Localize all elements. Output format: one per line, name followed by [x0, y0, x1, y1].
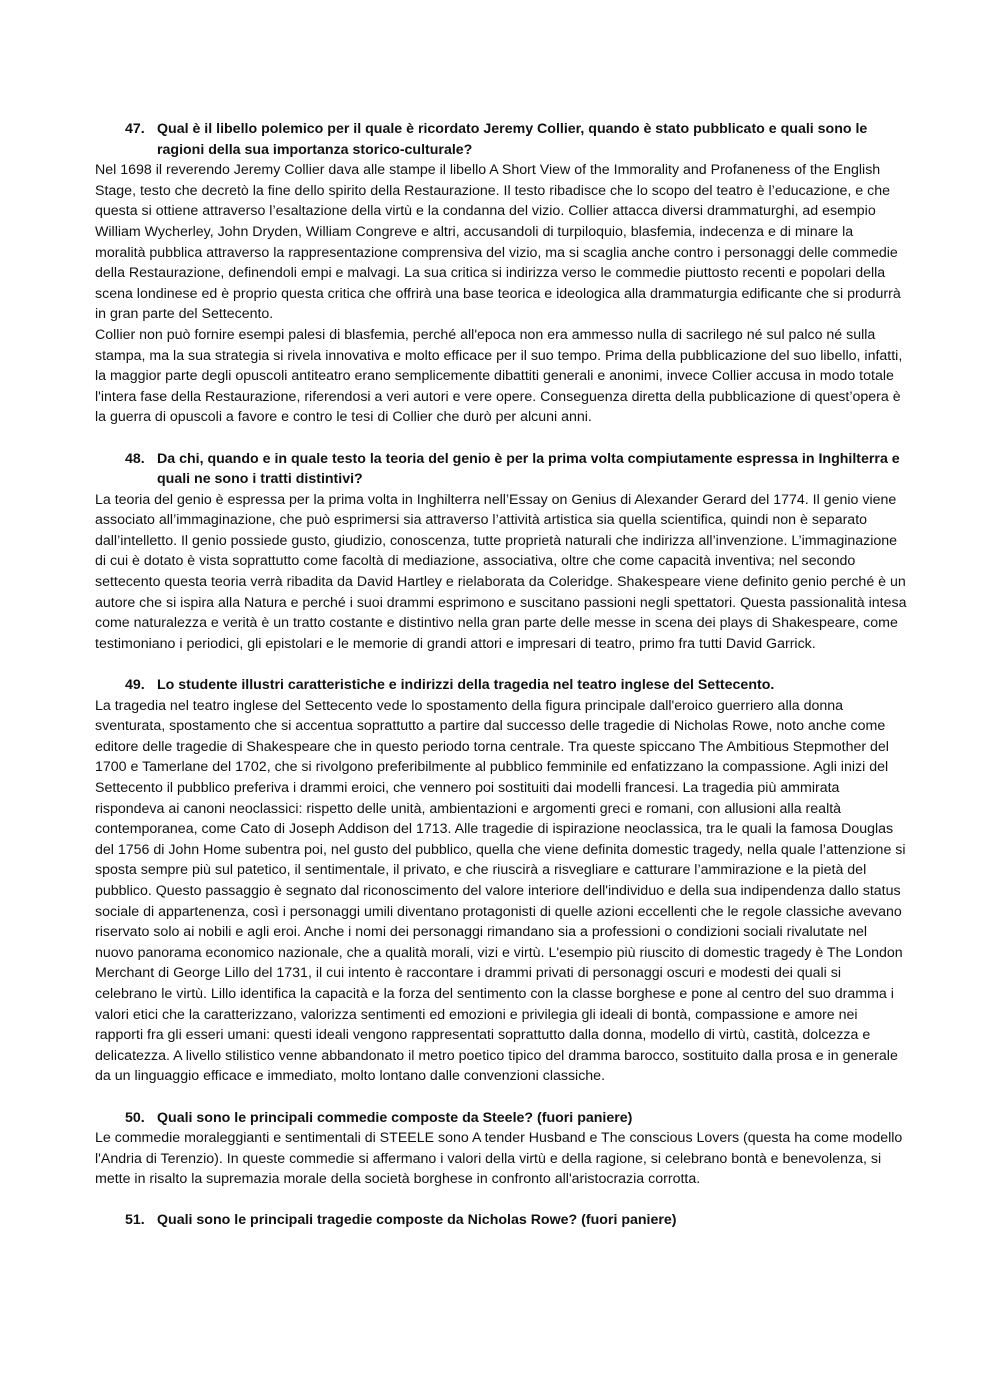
question-heading — [125, 675, 907, 696]
section-47 — [95, 119, 907, 428]
answer-paragraph: Nel 1698 il reverendo Jeremy Collier dava alle stampe il libello A Short View of the Immorality and Profaneness of the English Stage, testo che decretò la fine dello spirito della Restaurazione. Il testo ribadisce che lo scopo del teatro è l’educazione, e che questa si ottiene attraverso l’esaltazione della virtù e la condanna del vizio. Collier attacca diversi drammaturghi, ad esempio William Wycherley, John Dryden, William Congreve e altri, accusandoli di turpiloquio, blasfemia, indecenza e di minare la moralità pubblica attraverso la rappresentazione comprensiva del vizio, ma si scaglia anche contro i personaggi delle commedie della Restaurazione, definendoli empi e malvagi. La sua critica si indirizza verso le commedie piuttosto recenti e popolari della scena londinese ed è proprio questa critica che offrirà una base teorica e ideologica alla drammaturgia edificante che si produrrà in gran parte del Settecento. — [95, 162, 901, 323]
question-heading — [125, 119, 907, 160]
answer-paragraph: La tragedia nel teatro inglese del Settecento vede lo spostamento della figura principale dall'eroico guerriero alla donna sventurata, spostamento che si accentua soprattutto a partire dal successo delle tragedie di Nicholas Rowe, noto anche come editore delle tragedie di Shakespeare che in questo periodo torna centrale. Tra queste spiccano The Ambitious Stepmother del 1700 e Tamerlane del 1702, che si rivolgono preferibilmente al pubblico femminile ed enfatizzano la compassione. Agli inizi del Settecento il pubblico preferiva i drammi eroici, che vennero poi sostituiti dai modelli francesi. La tragedia più ammirata rispondeva ai canoni neoclassici: rispetto delle unità, ambientazioni e argomenti greci e romani, con allusioni alla realtà contemporanea, come Cato di Joseph Addison del 1713. Alle tragedie di ispirazione neoclassica, tra le quali la famosa Douglas del 1756 di John Home subentra poi, nel gusto del pubblico, quella che viene definita domestic tragedy, nella quale l’attenzione si sposta sempre più sul patetico, il sentimentale, il privato, e che riuscirà a risvegliare e catturare l’ammirazione e la pietà del pubblico. Questo passaggio è segnato dal riconoscimento del valore interiore dell'individuo e della sua indipendenza dallo status sociale di appartenenza, così i personaggi umili diventano protagonisti di quelle azioni eccellenti che le regole classiche avevano riservato solo ai nobili e agli eroi. Anche i nomi dei personaggi rimandano sia a professioni o condizioni sociali rivalutate nel nuovo panorama economico nazionale, che a qualità morali, vizi e virtù. L'esempio più riuscito di domestic tragedy è The London Merchant di George Lillo del 1731, il cui intento è raccontare i drammi privati di personaggi oscuri e modesti dei quali si celebrano le virtù. Lillo identifica la capacità e la forza del sentimento con la classe borghese e pone al centro del suo dramma i valori etici che la caratterizzano, valorizza sentimenti ed emozioni e privilegia gli ideali di bontà, compassione e amore nei rapporti fra gli esseri umani: questi ideali vengono rappresentati soprattutto dalla donna, modello di virtù, castità, dolcezza e delicatezza. A livello stilistico venne abbandonato il metro poetico tipico del dramma barocco, sostituito dalla prosa e in generale da un linguaggio efficace e immediato, molto lontano dalle convenzioni classiche. — [95, 697, 906, 1085]
question-text: Da chi, quando e in quale testo la teoria del genio è per la prima volta compiutamente espressa in Inghilterra e quali ne sono i tratti distintivi? — [157, 450, 900, 488]
question-number: 49. — [125, 677, 145, 694]
document-page — [95, 119, 907, 1231]
answer-paragraph: La teoria del genio è espressa per la prima volta in Inghilterra nell’Essay on Genius di Alexander Gerard del 1774. Il genio viene associato all’immaginazione, che può esprimersi sia attraverso l’attività artistica sia quella scientifica, quindi non è separato dall’intelletto. Il genio possiede gusto, giudizio, conoscenza, tutte proprietà naturali che indirizza all’invenzione. L’immaginazione di cui è dotato è vista soprattutto come facoltà di mediazione, associativa, oltre che come capacità inventiva; nel secondo settecento questa teoria verrà ribadita da David Hartley e rielaborata da Coleridge. Shakespeare viene definito genio perché è un autore che si ispira alla Natura e perché i suoi drammi esprimono e suscitano passioni negli spettatori. Questa passionalità intesa come naturalezza e verità è un tratto costante e distintivo nella gran parte delle messe in scena dei plays di Shakespeare, come testimoniano i periodici, gli epistolari e le memorie di grandi attori e impresari di teatro, primo fra tutti David Garrick. — [95, 491, 907, 652]
question-number: 47. — [125, 121, 145, 137]
question-text: Quali sono le principali commedie composte da Steele? (fuori paniere) — [157, 1109, 633, 1126]
question-number: 50. — [125, 1109, 145, 1126]
question-number: 48. — [125, 450, 145, 467]
question-heading — [125, 1108, 907, 1129]
question-text: Qual è il libello polemico per il quale è ricordato Jeremy Collier, quando è stato pubblicato e quali sono le ragioni della sua importanza storico-culturale? — [157, 121, 868, 158]
question-number: 51. — [125, 1212, 145, 1229]
question-heading — [125, 1210, 907, 1231]
question-heading — [125, 449, 907, 490]
answer-paragraph: Le commedie moraleggianti e sentimentali di STEELE sono A tender Husband e The conscious Lovers (questa ha come modello l'Andria di Terenzio). In queste commedie si affermano i valori della virtù e della ragione, si celebrano bontà e benevolenza, si mette in risalto la supremazia morale della società borghese in confronto all'aristocrazia corrotta. — [95, 1130, 903, 1188]
answer-paragraph: Collier non può fornire esempi palesi di blasfemia, perché all'epoca non era ammesso nulla di sacrilego né sul palco né sulla stampa, ma la sua strategia si rivela innovativa e molto efficace per il suo tempo. Prima della pubblicazione del suo libello, infatti, la maggior parte degli opuscoli antiteatro erano semplicemente dibattiti generali e anonimi, invece Collier accusa in modo totale l'intera fase della Restaurazione, riferendosi a veri autori e vere opere. Conseguenza diretta della pubblicazione di quest’opera è la guerra di opuscoli a favore e contro le tesi di Collier che durò per alcuni anni. — [95, 326, 903, 426]
section-48 — [95, 449, 907, 655]
question-text: Lo studente illustri caratteristiche e indirizzi della tragedia nel teatro inglese del Settecento. — [157, 677, 775, 694]
section-49 — [95, 675, 907, 1087]
section-50 — [95, 1108, 907, 1190]
question-text: Quali sono le principali tragedie composte da Nicholas Rowe? (fuori paniere) — [157, 1212, 677, 1229]
section-51 — [95, 1210, 907, 1231]
